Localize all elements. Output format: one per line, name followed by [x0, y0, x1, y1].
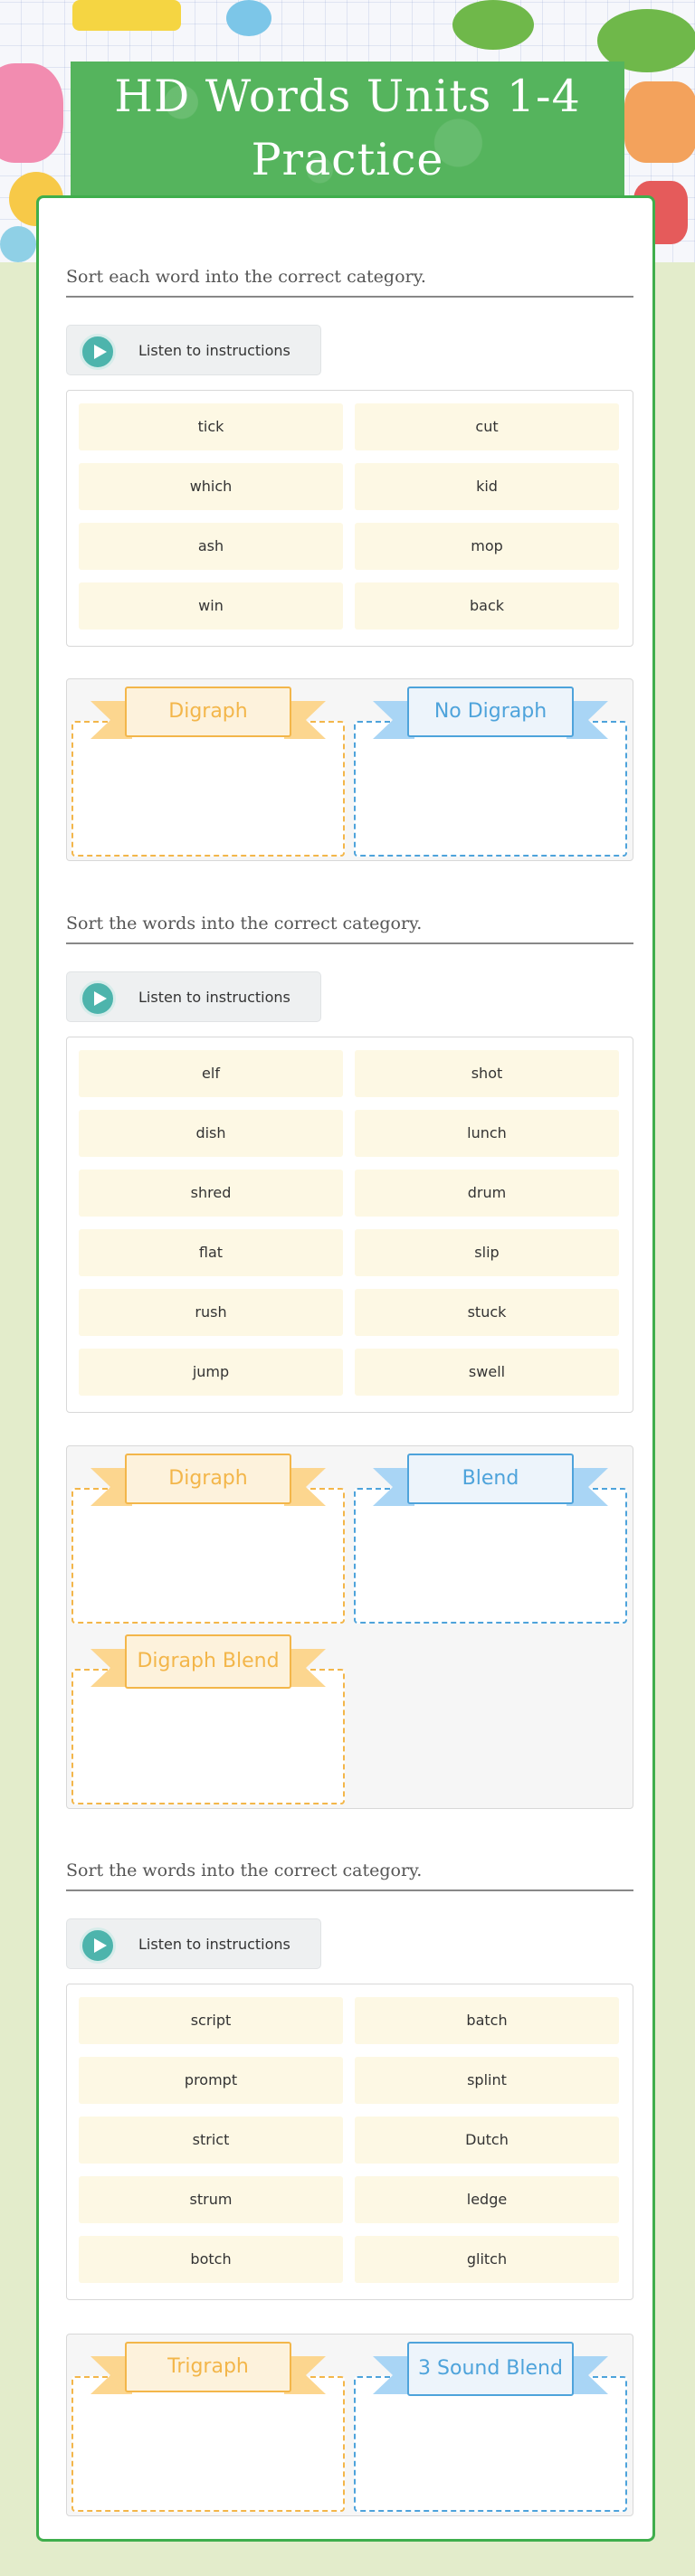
- doodle-decoration: [72, 0, 181, 31]
- word-tile[interactable]: elf: [79, 1050, 343, 1097]
- play-icon: [80, 980, 116, 1017]
- drop-zone-blend[interactable]: [354, 1488, 627, 1624]
- listen-instructions-button[interactable]: [66, 325, 321, 375]
- question-prompt: Sort each word into the correct category.: [66, 267, 633, 298]
- question-prompt: Sort the words into the correct category.: [66, 914, 633, 944]
- drop-zone-digraph[interactable]: [71, 1488, 345, 1624]
- play-icon: [80, 334, 116, 370]
- play-icon: [80, 1927, 116, 1964]
- word-tile[interactable]: shot: [355, 1050, 619, 1097]
- drop-zone-digraph[interactable]: [71, 721, 345, 857]
- word-tile[interactable]: strum: [79, 2176, 343, 2223]
- word-bank: [66, 390, 633, 647]
- doodle-decoration: [0, 63, 63, 163]
- category-area: [66, 2334, 633, 2516]
- word-tile[interactable]: slip: [355, 1229, 619, 1276]
- word-tile[interactable]: cut: [355, 403, 619, 450]
- category-label: [373, 1454, 608, 1508]
- word-tile[interactable]: splint: [355, 2057, 619, 2104]
- word-tile[interactable]: dish: [79, 1110, 343, 1157]
- category-label: [90, 2342, 326, 2396]
- drop-zone-3-sound-blend[interactable]: [354, 2376, 627, 2512]
- worksheet-card: [36, 195, 655, 2542]
- word-tile[interactable]: win: [79, 582, 343, 630]
- category-label: [90, 1634, 326, 1689]
- word-tile[interactable]: glitch: [355, 2236, 619, 2283]
- word-tile[interactable]: ledge: [355, 2176, 619, 2223]
- question-prompt: Sort the words into the correct category.: [66, 1861, 633, 1891]
- category-label-text: No Digraph: [407, 687, 574, 737]
- listen-instructions-button[interactable]: [66, 971, 321, 1022]
- word-tile[interactable]: ash: [79, 523, 343, 570]
- word-bank: [66, 1984, 633, 2300]
- word-tile[interactable]: rush: [79, 1289, 343, 1336]
- word-tile[interactable]: jump: [79, 1349, 343, 1396]
- drop-zone-trigraph[interactable]: [71, 2376, 345, 2512]
- word-tile[interactable]: kid: [355, 463, 619, 510]
- word-bank: [66, 1037, 633, 1413]
- word-tile[interactable]: shred: [79, 1170, 343, 1217]
- category-area: [66, 678, 633, 861]
- category-label-text: Digraph Blend: [125, 1634, 291, 1689]
- word-tile[interactable]: Dutch: [355, 2117, 619, 2164]
- word-tile[interactable]: lunch: [355, 1110, 619, 1157]
- category-label-text: 3 Sound Blend: [407, 2342, 574, 2396]
- word-tile[interactable]: stuck: [355, 1289, 619, 1336]
- category-label: [90, 687, 326, 741]
- word-tile[interactable]: script: [79, 1997, 343, 2044]
- doodle-decoration: [624, 81, 695, 163]
- word-tile[interactable]: which: [79, 463, 343, 510]
- doodle-decoration: [452, 0, 534, 50]
- word-tile[interactable]: flat: [79, 1229, 343, 1276]
- category-label: [90, 1454, 326, 1508]
- word-tile[interactable]: botch: [79, 2236, 343, 2283]
- category-label-text: Digraph: [125, 687, 291, 737]
- listen-label: Listen to instructions: [138, 1936, 290, 1953]
- word-tile[interactable]: mop: [355, 523, 619, 570]
- drop-zone-digraph-blend[interactable]: [71, 1669, 345, 1804]
- category-area: [66, 1445, 633, 1809]
- listen-label: Listen to instructions: [138, 342, 290, 359]
- category-label-text: Blend: [407, 1454, 574, 1504]
- doodle-decoration: [0, 226, 36, 262]
- listen-label: Listen to instructions: [138, 989, 290, 1006]
- category-label: [373, 687, 608, 741]
- category-label-text: Trigraph: [125, 2342, 291, 2392]
- word-tile[interactable]: batch: [355, 1997, 619, 2044]
- word-tile[interactable]: drum: [355, 1170, 619, 1217]
- word-tile[interactable]: prompt: [79, 2057, 343, 2104]
- word-tile[interactable]: strict: [79, 2117, 343, 2164]
- doodle-decoration: [226, 0, 271, 36]
- page-title: HD Words Units 1-4 Practice: [114, 71, 581, 185]
- category-label: [373, 2342, 608, 2396]
- drop-zone-no-digraph[interactable]: [354, 721, 627, 857]
- category-label-text: Digraph: [125, 1454, 291, 1504]
- word-tile[interactable]: swell: [355, 1349, 619, 1396]
- listen-instructions-button[interactable]: [66, 1918, 321, 1969]
- word-tile[interactable]: back: [355, 582, 619, 630]
- word-tile[interactable]: tick: [79, 403, 343, 450]
